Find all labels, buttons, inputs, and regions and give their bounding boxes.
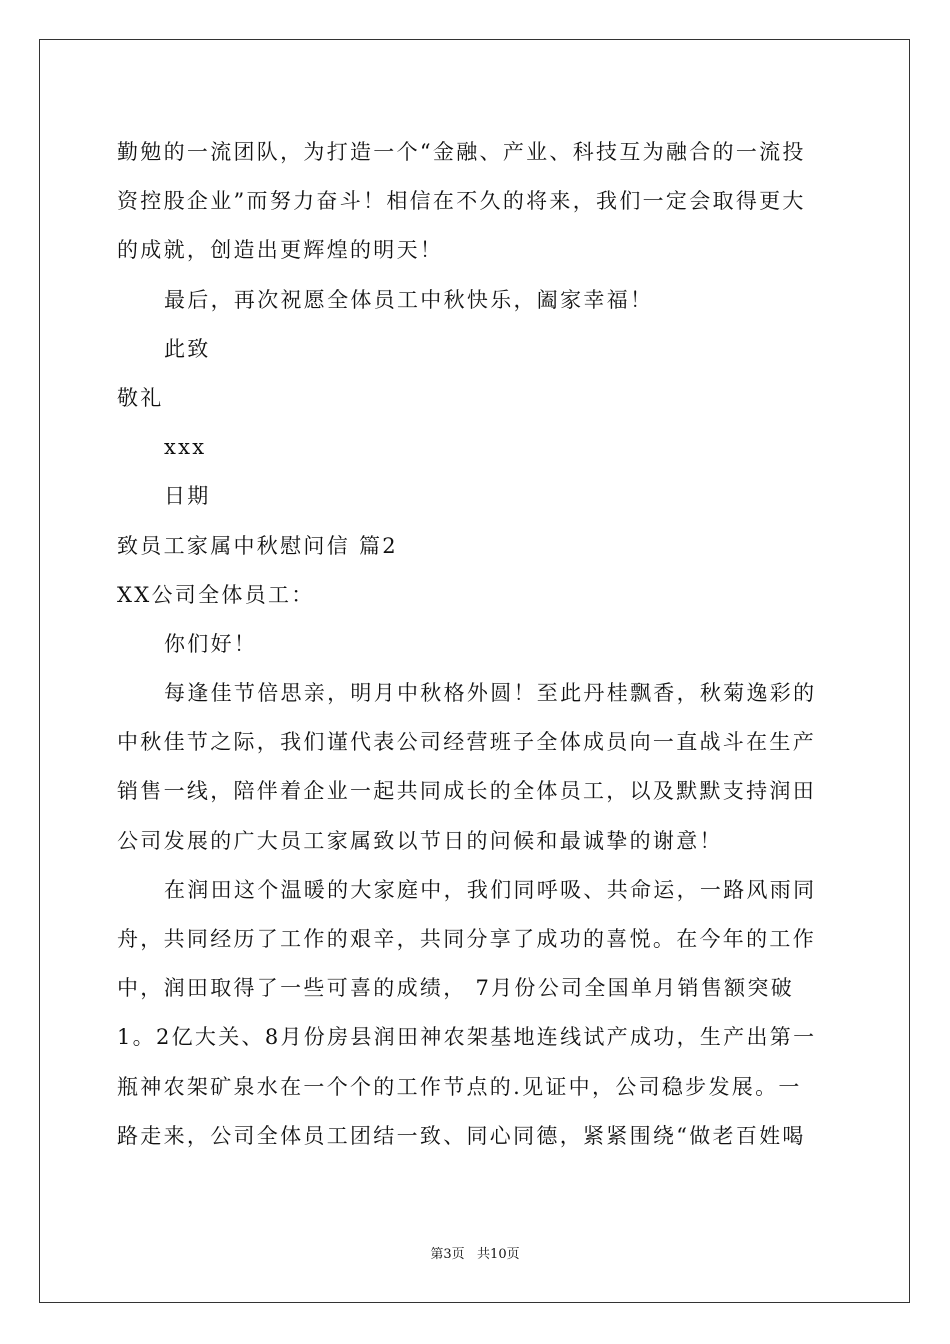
text-line: 销售一线，陪伴着企业一起共同成长的全体员工，以及默默支持润田 <box>117 779 816 804</box>
text-line: 公司发展的广大员工家属致以节日的问候和最诚挚的谢意！ <box>117 828 723 853</box>
text-line: 每逢佳节倍思亲，明月中秋格外圆！至此丹桂飘香，秋菊逸彩的 <box>164 681 817 706</box>
text-line: 中秋佳节之际，我们谨代表公司经营班子全体成员向一直战斗在生产 <box>117 730 816 755</box>
text-line: 中，润田取得了一些可喜的成绩， 7月份公司全国单月销售额突破 <box>117 976 795 1001</box>
salutation-regards: 敬礼 <box>117 385 164 410</box>
salutation-closing: 此致 <box>164 336 211 361</box>
text-line: 1。2亿大关、8月份房县润田神农架基地连线试产成功，生产出第一 <box>117 1025 817 1050</box>
text-line: 舟，共同经历了工作的艰辛，共同分享了成功的喜悦。在今年的工作 <box>117 927 816 951</box>
text-line: 在润田这个温暖的大家庭中，我们同呼吸、共命运，一路风雨同 <box>164 877 817 902</box>
section-title: 致员工家属中秋慰问信 篇2 <box>117 533 398 558</box>
page-footer <box>0 1246 950 1264</box>
text-line: 资控股企业”而努力奋斗！相信在不久的将来，我们一定会取得更大 <box>117 189 806 214</box>
text-line: 的成就，创造出更辉煌的明天！ <box>117 238 444 263</box>
text-line: 瓶神农架矿泉水在一个个的工作节点的.见证中，公司稳步发展。一 <box>117 1074 802 1099</box>
page-number: 第3页 共10页 <box>430 1247 520 1262</box>
letter-addressee: XX公司全体员工： <box>117 582 315 607</box>
text-line: 最后，再次祝愿全体员工中秋快乐，阖家幸福！ <box>164 287 654 312</box>
text-line: 勤勉的一流团队，为打造一个“金融、产业、科技互为融合的一流投 <box>117 140 806 164</box>
letter-greeting: 你们好！ <box>164 631 258 656</box>
text-line: 路走来，公司全体员工团结一致、同心同德，紧紧围绕“做老百姓喝 <box>117 1123 806 1148</box>
signature-name: xxx <box>164 435 207 460</box>
document-body <box>117 128 833 1161</box>
signature-date: 日期 <box>164 484 211 509</box>
